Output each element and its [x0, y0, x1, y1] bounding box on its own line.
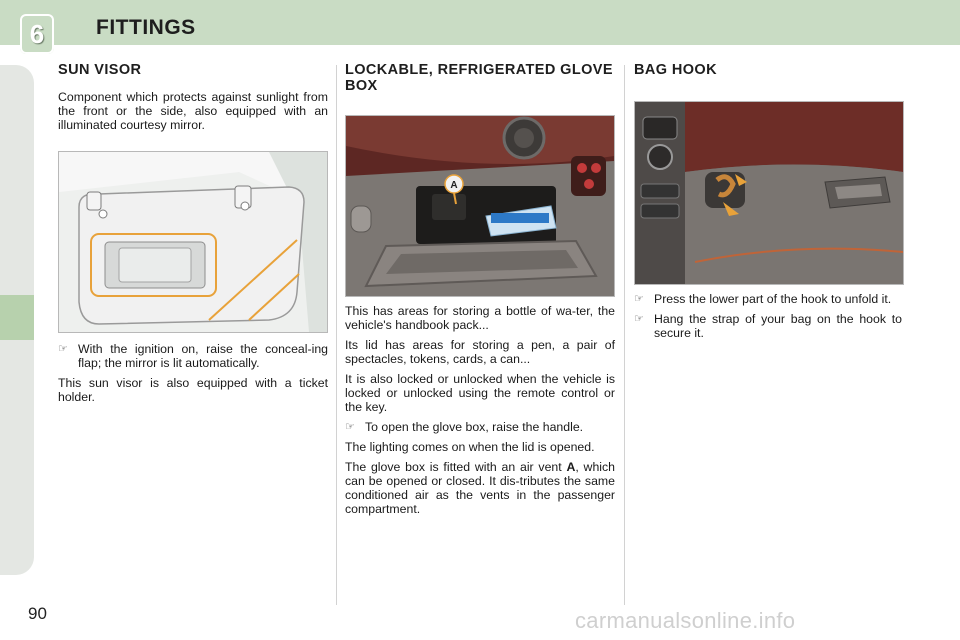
list-item — [58, 342, 328, 370]
vent-callout-label: A — [450, 180, 458, 191]
column-divider — [336, 65, 337, 605]
glove-box-heading: LOCKABLE, REFRIGERATED GLOVE BOX — [345, 62, 613, 94]
bag-hook-heading: BAG HOOK — [634, 62, 717, 78]
vent-sentence-start: The glove box is fitted with an air vent — [345, 460, 567, 474]
glove-box-illustration — [345, 115, 615, 297]
list-item — [634, 312, 902, 340]
glove-box-paragraph: It is also locked or unlocked when the vehicle is locked or unlocked using the remote control or the key. — [345, 372, 615, 414]
vent-sentence-end: , which can be opened or closed. It dis-tributes the same conditioned air as the vents in the passenger compartment. — [345, 460, 615, 516]
glove-box-paragraph: Its lid has areas for storing a pen, a pair of spectacles, tokens, cards, a can... — [345, 338, 615, 366]
sun-visor-text — [58, 342, 328, 410]
pointing-hand-icon: ☞ — [634, 313, 644, 325]
page-title: FITTINGS — [96, 16, 196, 39]
glove-box-paragraph: This has areas for storing a bottle of wa-ter, the vehicle's handbook pack... — [345, 304, 615, 332]
sun-visor-illustration — [58, 151, 328, 333]
sun-visor-intro-block — [58, 90, 328, 138]
chapter-number-badge: 6 — [20, 14, 54, 54]
glove-box-bullet: To open the glove box, raise the handle. — [365, 420, 584, 434]
chapter-side-tab-active — [0, 295, 34, 340]
sun-visor-bullet: With the ignition on, raise the conceal-ing flap; the mirror is lit automatically. — [78, 342, 328, 370]
sun-visor-heading: SUN VISOR — [58, 62, 142, 78]
page-number: 90 — [28, 604, 47, 623]
list-item — [345, 420, 615, 434]
glove-box-paragraph: The lighting comes on when the lid is opened. — [345, 440, 595, 454]
glove-box-text — [345, 304, 615, 522]
bag-hook-text — [634, 292, 902, 346]
glove-box-vent-paragraph — [345, 460, 615, 516]
list-item — [634, 292, 902, 306]
column-divider — [624, 65, 625, 605]
vent-label: A — [566, 460, 576, 474]
pointing-hand-icon: ☞ — [634, 293, 644, 305]
sun-visor-note: This sun visor is also equipped with a ticket holder. — [58, 376, 328, 404]
bag-hook-bullet: Hang the strap of your bag on the hook to secure it. — [654, 312, 902, 340]
pointing-hand-icon: ☞ — [345, 421, 355, 433]
bag-hook-bullet: Press the lower part of the hook to unfold it. — [654, 292, 892, 306]
pointing-hand-icon: ☞ — [58, 343, 68, 355]
bag-hook-illustration — [634, 101, 904, 285]
sun-visor-intro: Component which protects against sunlight from the front or the side, also equipped with an illuminated courtesy mirror. — [58, 90, 328, 132]
watermark: carmanualsonline.info — [575, 608, 796, 633]
